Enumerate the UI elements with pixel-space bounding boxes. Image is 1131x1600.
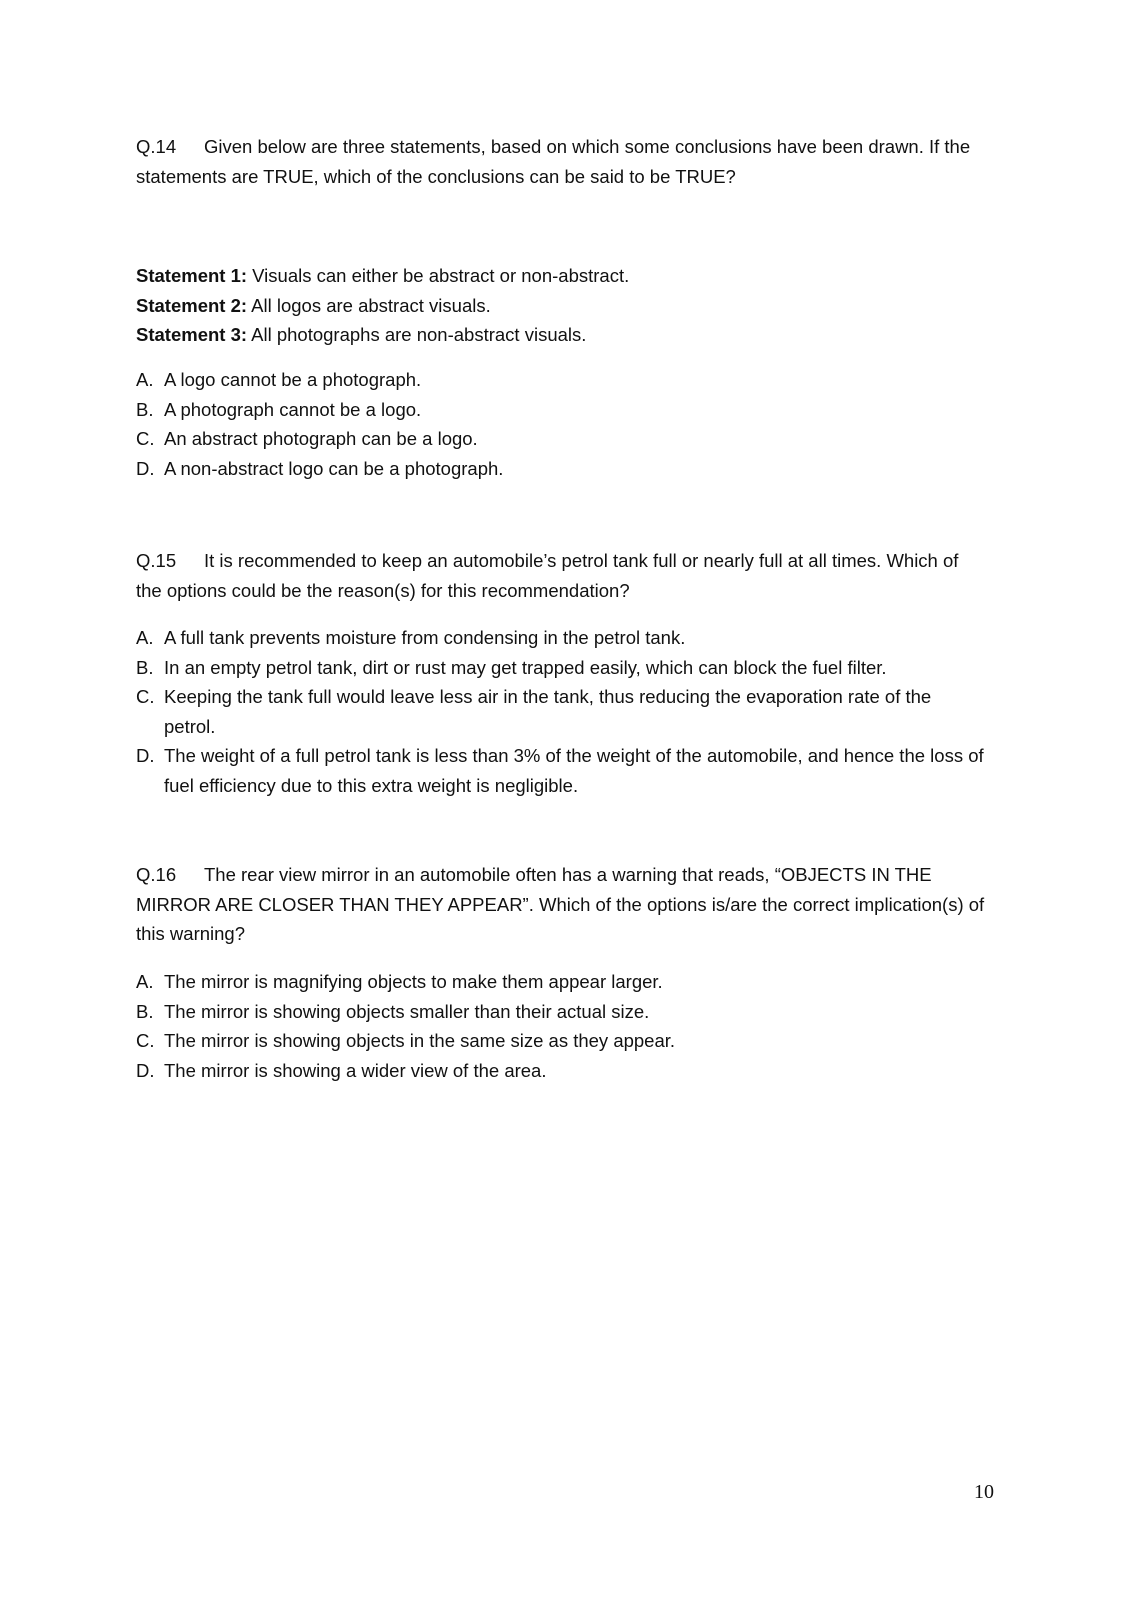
question-15-number: Q.15: [136, 550, 177, 571]
question-15-options: [136, 623, 986, 800]
question-15-stem: [136, 546, 986, 605]
statement-2: [136, 291, 986, 321]
option-text: The weight of a full petrol tank is less than 3% of the weight of the automobile, and hence the loss of fuel efficiency due to this extra weight is negligible.: [164, 745, 984, 796]
statement-2-label: Statement 2:: [136, 294, 248, 316]
option-letter: A.: [136, 627, 154, 648]
question-15-option-c: [136, 682, 986, 741]
option-letter: B.: [136, 656, 154, 678]
question-14: [136, 132, 986, 191]
option-letter: C.: [136, 686, 155, 707]
question-14-option-d: [136, 454, 986, 484]
option-letter: A.: [136, 369, 154, 390]
question-14-stem: [136, 132, 986, 191]
question-14-option-c: [136, 424, 986, 454]
statement-1-label: Statement 1:: [136, 265, 248, 286]
question-14-statements: [136, 261, 986, 350]
option-letter: D.: [136, 745, 155, 766]
option-text: The mirror is magnifying objects to make them appear larger.: [164, 971, 663, 992]
question-16-options: [136, 967, 986, 1085]
option-text: In an empty petrol tank, dirt or rust may get trapped easily, which can block the fuel filter.: [164, 656, 887, 678]
option-text: A full tank prevents moisture from condensing in the petrol tank.: [164, 627, 686, 648]
question-16-text: The rear view mirror in an automobile often has a warning that reads, “OBJECTS IN THE MIRROR ARE CLOSER THAN THEY APPEAR”. Which of the options is/are the correct implication(s) of this warning?: [136, 864, 985, 944]
question-15-option-b: [136, 653, 986, 683]
question-16-option-d: [136, 1056, 986, 1086]
question-15-option-a: [136, 623, 986, 653]
question-14-option-b: [136, 395, 986, 425]
option-text: The mirror is showing objects smaller than their actual size.: [164, 1000, 650, 1022]
question-15-option-d: [136, 741, 986, 800]
question-16: [136, 860, 986, 949]
statement-3-text: All photographs are non-abstract visuals.: [247, 324, 587, 345]
option-text: A photograph cannot be a logo.: [164, 398, 422, 420]
question-14-options: [136, 365, 986, 483]
option-letter: A.: [136, 971, 154, 992]
question-14-option-a: [136, 365, 986, 395]
option-letter: B.: [136, 398, 154, 420]
question-16-option-a: [136, 967, 986, 997]
question-16-option-c: [136, 1026, 986, 1056]
option-text: The mirror is showing objects in the same size as they appear.: [164, 1030, 676, 1051]
option-text: The mirror is showing a wider view of the area.: [164, 1059, 547, 1081]
option-letter: C.: [136, 1030, 155, 1051]
option-letter: D.: [136, 457, 155, 479]
question-16-stem: [136, 860, 986, 949]
question-14-text: Given below are three statements, based on which some conclusions have been drawn. If the statements are TRUE, which of the conclusions can be said to be TRUE?: [136, 136, 971, 187]
question-15-text: It is recommended to keep an automobile’s petrol tank full or nearly full at all times. Which of the options could be the reason(s) for this recommendation?: [136, 550, 959, 601]
page-number: 10: [974, 1481, 994, 1503]
statement-3-label: Statement 3:: [136, 324, 248, 345]
option-text: A logo cannot be a photograph.: [164, 369, 422, 390]
question-16-number: Q.16: [136, 864, 177, 885]
question-14-number: Q.14: [136, 136, 177, 157]
question-15: [136, 546, 986, 605]
option-text: Keeping the tank full would leave less air in the tank, thus reducing the evaporation rate of the petrol.: [164, 686, 932, 737]
option-text: A non-abstract logo can be a photograph.: [164, 457, 504, 479]
statement-2-text: All logos are abstract visuals.: [247, 294, 491, 316]
option-letter: C.: [136, 428, 155, 449]
statement-1: [136, 261, 986, 291]
option-letter: B.: [136, 1000, 154, 1022]
statement-1-text: Visuals can either be abstract or non-abstract.: [247, 265, 630, 286]
option-text: An abstract photograph can be a logo.: [164, 428, 478, 449]
question-16-option-b: [136, 997, 986, 1027]
statement-3: [136, 320, 986, 350]
option-letter: D.: [136, 1059, 155, 1081]
